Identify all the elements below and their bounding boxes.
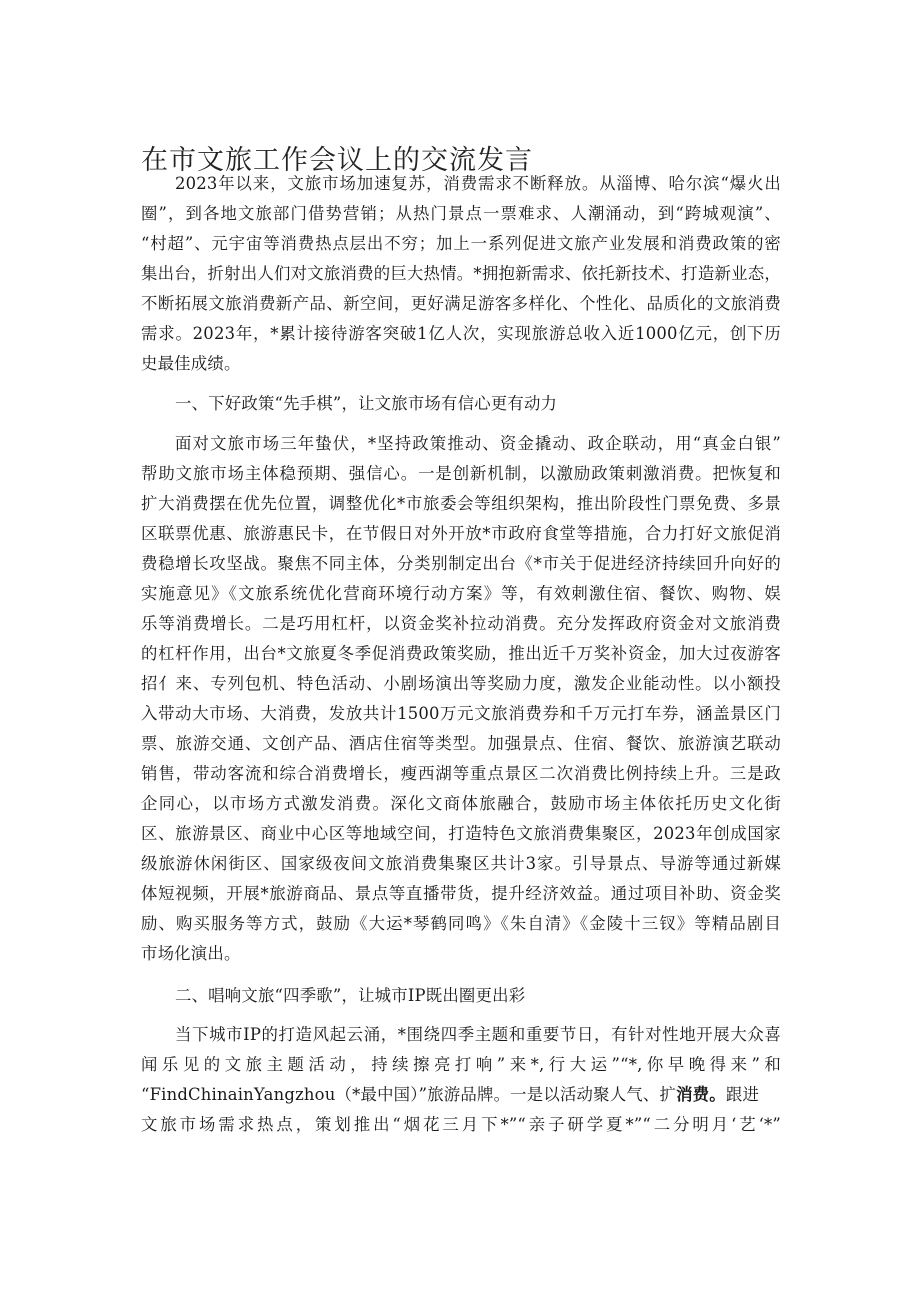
- paragraph-line: 2023年以来，文旅市场加速复苏，消费需求不断释放。从淄博、哈尔滨“爆火出: [175, 174, 781, 193]
- paragraph-line: 企同心，以市场方式激发消费。深化文商体旅融合，鼓励市场主体依托历史文化街: [141, 794, 781, 813]
- section-heading: 一、下好政策“先手棋”，让文旅市场有信心更有动力: [175, 394, 558, 413]
- paragraph-line-mixed: [141, 1080, 781, 1110]
- paragraph-line: 市场化演出。: [141, 944, 241, 963]
- paragraph-line: 区联票优惠、旅游惠民卡，在节假日对外开放*市政府食堂等措施，合力打好文旅促消: [141, 524, 781, 543]
- paragraph-line: “村超”、元宇宙等消费热点层出不穷；加上一系列促进文旅产业发展和消费政策的密: [141, 234, 781, 253]
- paragraph-line: 乐等消费增长。二是巧用杠杆，以资金奖补拉动消费。充分发挥政府资金对文旅消费: [141, 614, 781, 633]
- paragraph-line: 入带动大市场、大消费，发放共计1500万元文旅消费券和千万元打车券，涵盖景区门: [141, 704, 781, 723]
- paragraph-line: 史最佳成绩。: [141, 354, 241, 373]
- paragraph-line: 面对文旅市场三年蛰伏，*坚持政策推动、资金撬动、政企联动，用“真金白银”: [175, 434, 781, 453]
- paragraph-line: 招亻来、专列包机、特色活动、小剧场演出等奖励力度，激发企业能动性。以小额投: [141, 674, 781, 693]
- paragraph-line: 圈”，到各地文旅部门借势营销；从热门景点一票难求、人潮涌动，到“跨城观演”、: [141, 204, 781, 223]
- paragraph-line: 文旅市场需求热点，策划推出“烟花三月下*”“亲子研学夏*”“二分明月‘艺‘*”: [141, 1115, 781, 1134]
- paragraph-line: 票、旅游交通、文创产品、酒店住宿等类型。加强景点、住宿、餐饮、旅游演艺联动: [141, 734, 781, 753]
- paragraph-line: 实施意见》《文旅系统优化营商环境行动方案》等，有效刺激住宿、餐饮、购物、娱: [141, 584, 781, 603]
- line-text: 跟进: [725, 1085, 760, 1104]
- document-title: 在市文旅工作会议上的交流发言: [141, 145, 533, 176]
- paragraph-line: 级旅游休闲街区、国家级夜间文旅消费集聚区共计3家。引导景点、导游等通过新媒: [141, 854, 781, 873]
- paragraph-line: 集出台，折射出人们对文旅消费的巨大热情。*拥抱新需求、依托新技术、打造新业态，: [141, 264, 781, 283]
- paragraph-line: 不断拓展文旅消费新产品、新空间，更好满足游客多样化、个性化、品质化的文旅消费: [141, 294, 781, 313]
- section-heading: 二、唱响文旅“四季歌”，让城市IP既出圈更出彩: [175, 986, 526, 1005]
- paragraph-line: 需求。2023年，*累计接待游客突破1亿人次，实现旅游总收入近1000亿元，创下历: [141, 324, 781, 343]
- paragraph-line: 的杠杆作用，出台*文旅夏冬季促消费政策奖励，推出近千万奖补资金，加大过夜游客: [141, 644, 781, 663]
- line-text: “FindChinainYangzhou（*最中国）”旅游品牌。一是以活动聚人气、扩: [141, 1085, 677, 1104]
- bold-phrase: 消费。: [676, 1085, 726, 1104]
- paragraph-line: 区、旅游景区、商业中心区等地域空间，打造特色文旅消费集聚区，2023年创成国家: [141, 824, 781, 843]
- paragraph-line: 闻乐见的文旅主题活动，持续擦亮打响”来*,行大运”“*,你早晚得来”和: [141, 1055, 781, 1074]
- paragraph-line: 扩大消费摆在优先位置，调整优化*市旅委会等组织架构，推出阶段性门票免费、多景: [141, 494, 781, 513]
- paragraph-line: 销售，带动客流和综合消费增长，瘦西湖等重点景区二次消费比例持续上升。三是政: [141, 764, 781, 783]
- paragraph-line: 当下城市IP的打造风起云涌，*围绕四季主题和重要节日，有针对性地开展大众喜: [175, 1025, 781, 1044]
- paragraph-line: 费稳增长攻坚战。聚焦不同主体，分类别制定出台《*市关于促进经济持续回升向好的: [141, 554, 781, 573]
- paragraph-line: 体短视频，开展*旅游商品、景点等直播带货，提升经济效益。通过项目补助、资金奖: [141, 884, 781, 903]
- paragraph-line: 励、购买服务等方式，鼓励《大运*琴鹤同鸣》《朱自清》《金陵十三钗》等精品剧目: [141, 914, 781, 933]
- paragraph-line: 帮助文旅市场主体稳预期、强信心。一是创新机制，以激励政策刺激消费。把恢复和: [141, 464, 781, 483]
